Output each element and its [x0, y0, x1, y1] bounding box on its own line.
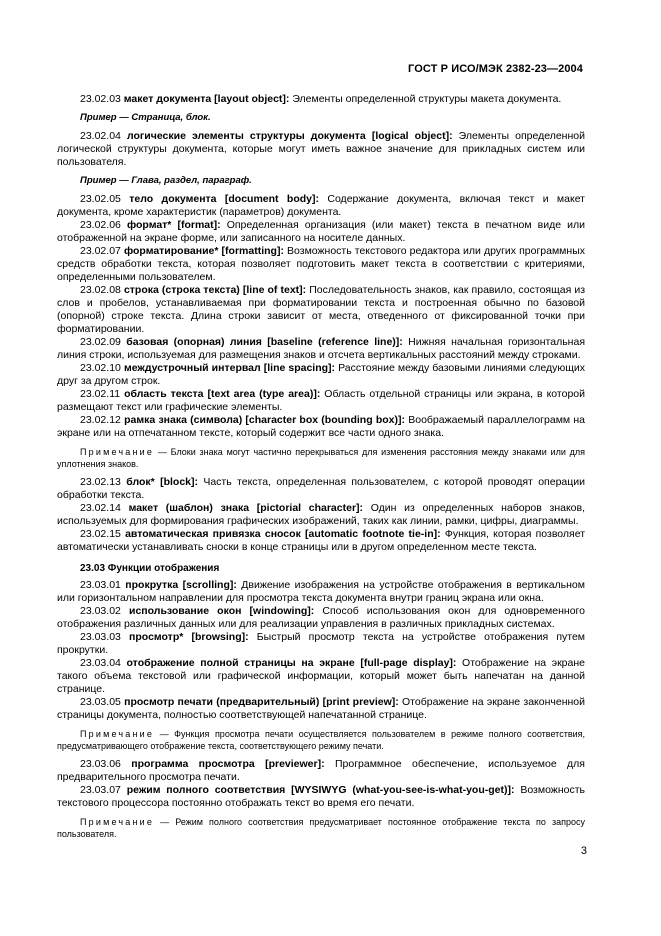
note-text: — Функция просмотра печати осуществляется пользователем в режиме полного соответствия, предусматривающего отображение текста, соответствующего режиму печати.	[57, 729, 585, 751]
entry-definition: Программное обеспечение, используемое для предварительного просмотра печати.	[57, 758, 585, 783]
entry-number: 23.02.12	[80, 414, 121, 426]
example-1: Пример — Страница, блок.	[80, 112, 211, 123]
entry-definition: Движение изображения на устройстве отображения в вертикальном или горизонтальном направлении для просмотра текста документа внутри границ экрана или окна.	[57, 579, 585, 604]
entry-23-03-03	[57, 631, 585, 657]
entry-definition: Возможность текстового процессора постоянно отображать текст во время его печати.	[57, 784, 585, 809]
entry-23-02-07	[57, 245, 585, 284]
entry-23-02-15	[57, 528, 585, 554]
entry-number: 23.03.02	[80, 605, 121, 617]
entry-term: логические элементы структуры документа [logical object]:	[126, 130, 453, 142]
page-header: ГОСТ Р ИСО/МЭК 2382-23—2004	[408, 63, 583, 75]
section-title: 23.03 Функции отображения	[80, 563, 220, 574]
entry-term: макет (шаблон) знака [pictorial character]:	[128, 502, 364, 514]
entry-definition: Область отдельной страницы или экрана, в которой размещают текст или графические элементы.	[57, 388, 585, 413]
entry-definition: Воображаемый параллелограмм на экране или на отпечатанном тексте, который содержит все части одного знака.	[57, 414, 585, 439]
entry-23-03-05	[57, 696, 585, 722]
entry-23-03-02	[57, 605, 585, 631]
entry-23-02-14	[57, 502, 585, 528]
entry-number: 23.02.06	[80, 219, 121, 231]
entry-23-02-06	[57, 219, 585, 245]
entry-number: 23.03.01	[80, 579, 121, 591]
entry-term: программа просмотра [previewer]:	[131, 758, 325, 770]
entry-23-02-05	[57, 193, 585, 219]
entry-number: 23.03.03	[80, 631, 121, 643]
entry-definition: Нижняя начальная горизонтальная линия строки, используемая для размещения знаков и отсчета вертикальных расстояний между строками.	[57, 336, 586, 361]
entry-23-03-07	[57, 784, 585, 810]
entry-term: использование окон [windowing]:	[128, 605, 315, 617]
page-number: 3	[580, 845, 587, 857]
note-label: Примечание	[80, 447, 155, 457]
entry-23-02-10	[57, 362, 585, 388]
entry-definition: Элементы определенной логической структуры документа, которые могут иметь важное значение для прикладных систем или пользователя.	[57, 130, 585, 168]
entry-definition: Последовательность знаков, как правило, состоящая из слов и пробелов, устанавливаемая при форматировании текста и построенная обычно по базовой (опорной) строке текста. Длина строки зависит от места, отведенного от фиксированной точки при форматировании.	[57, 284, 586, 335]
entry-definition: Возможность текстового редактора или других программных средств обработки текста, которая позволяет подготовить макет текста в соответствии с критериями, определенными пользователем.	[57, 245, 585, 283]
entry-number: 23.03.06	[80, 758, 121, 770]
note-3	[57, 816, 585, 840]
entry-23-02-13	[57, 476, 585, 502]
entry-definition: Элементы определенной структуры макета документа.	[289, 93, 562, 105]
entry-definition: Быстрый просмотр текста на устройстве отображения путем прокрутки.	[57, 631, 586, 656]
entry-definition: Определенная организация (или макет) текста в печатном виде или отображенной на экране форме, или записанного на носителе данных.	[57, 219, 585, 244]
entry-23-03-04	[57, 657, 585, 696]
note-text: — Блоки знака могут частично перекрываться для изменения расстояния между знаками или для уплотнения знаков.	[57, 447, 585, 469]
note-text: — Режим полного соответствия предусматривает постоянное отображение текста по запросу пользователя.	[57, 817, 585, 839]
entry-23-02-09	[57, 336, 585, 362]
note-label: Примечание	[80, 817, 155, 827]
entry-term: отображение полной страницы на экране [full-page display]:	[126, 657, 457, 669]
note-label: Примечание	[80, 729, 155, 739]
note-2	[57, 728, 585, 752]
entry-term: просмотр печати (предварительный) [print preview]:	[124, 696, 399, 708]
entry-definition: Отображение на экране законченной страницы документа, полностью соответствующей напечатанной странице.	[57, 696, 585, 721]
entry-number: 23.02.09	[80, 336, 121, 348]
entry-23-02-03	[57, 93, 585, 106]
entry-term: базовая (опорная) линия [baseline (reference line)]:	[126, 336, 403, 348]
entry-term: просмотр* [browsing]:	[129, 631, 249, 643]
entry-term: строка (строка текста) [line of text]:	[123, 284, 307, 296]
entry-term: формат* [format]:	[126, 219, 221, 231]
entry-term: рамка знака (символа) [character box (bounding box)]:	[124, 414, 405, 426]
entry-number: 23.03.07	[80, 784, 121, 796]
entry-definition: Способ использования окон для одновременного отображения различных данных или для реализации управления в различных прикладных системах.	[57, 605, 585, 630]
page-content	[57, 93, 585, 846]
entry-definition: Расстояние между базовыми линиями следующих друг за другом строк.	[57, 362, 585, 387]
entry-term: прокрутка [scrolling]:	[125, 579, 237, 591]
entry-23-02-12	[57, 414, 585, 440]
entry-23-02-11	[57, 388, 585, 414]
entry-number: 23.02.11	[80, 388, 121, 400]
entry-term: блок* [block]:	[126, 476, 198, 488]
note-1	[57, 446, 585, 470]
entry-definition: Часть текста, определенная пользователем, с которой проводят операции обработки текста.	[57, 476, 585, 501]
entry-term: автоматическая привязка сносок [automatic footnote tie-in]:	[125, 528, 441, 540]
entry-term: форматирование* [formatting]:	[123, 245, 284, 257]
entry-23-03-06	[57, 758, 585, 784]
entry-term: макет документа [layout object]:	[123, 93, 290, 105]
example-2: Пример — Глава, раздел, параграф.	[80, 175, 252, 186]
entry-definition: Отображение на экране такого объема текстовой или графической информации, который может быть напечатан на данной странице.	[57, 657, 586, 695]
entry-number: 23.02.13	[80, 476, 121, 488]
entry-number: 23.02.07	[80, 245, 121, 257]
entry-number: 23.02.10	[80, 362, 121, 374]
entry-23-02-08	[57, 284, 585, 336]
entry-number: 23.02.15	[80, 528, 121, 540]
entry-definition: Содержание документа, включая текст и макет документа, кроме характеристик (параметров) документа.	[57, 193, 585, 218]
entry-term: междустрочный интервал [line spacing]:	[123, 362, 336, 374]
entry-number: 23.02.08	[80, 284, 121, 296]
entry-number: 23.02.14	[80, 502, 121, 514]
entry-definition: Функция, которая позволяет автоматически устанавливать сноски в конце страницы или в другом определенном месте текста.	[57, 528, 585, 553]
entry-number: 23.02.04	[80, 130, 121, 142]
entry-term: тело документа [document body]:	[129, 193, 319, 205]
entry-number: 23.03.04	[80, 657, 121, 669]
entry-number: 23.02.05	[80, 193, 121, 205]
entry-number: 23.03.05	[80, 696, 121, 708]
entry-23-02-04	[57, 130, 585, 169]
entry-23-03-01	[57, 579, 585, 605]
entry-term: область текста [text area (type area)]:	[124, 388, 321, 400]
entry-definition: Один из определенных наборов знаков, используемых для формирования графических изображений, таких как линии, рамки, цифры, диаграммы.	[57, 502, 585, 527]
entry-number: 23.02.03	[80, 93, 121, 105]
entry-term: режим полного соответствия [WYSIWYG (what-you-see-is-what-you-get)]:	[126, 784, 515, 796]
